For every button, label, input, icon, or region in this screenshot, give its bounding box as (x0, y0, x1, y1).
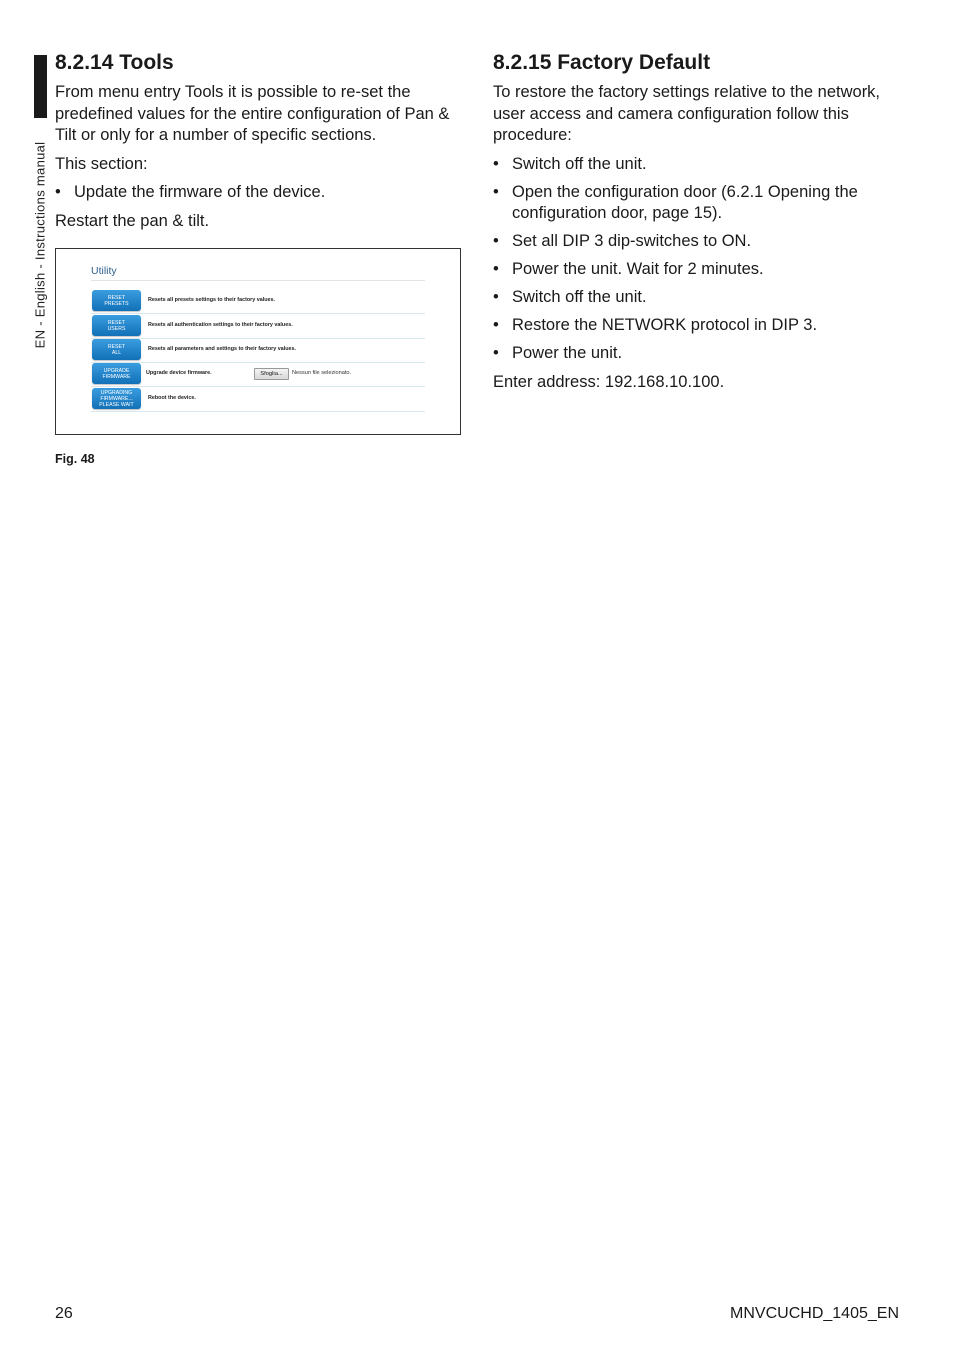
reboot-button[interactable]: UPGRADING FIRMWARE... PLEASE WAIT (92, 388, 141, 409)
bullet-icon: • (55, 183, 61, 201)
list-item-text: Power the unit. (512, 344, 623, 362)
list-item (55, 182, 460, 204)
bullet-icon: • (493, 316, 499, 334)
utility-row-reset-presets (91, 289, 425, 314)
tools-heading: 8.2.14 Tools (55, 51, 174, 74)
list-item (493, 315, 908, 337)
row-description: Resets all presets settings to their factory values. (148, 297, 276, 303)
factory-default-address: Enter address: 192.168.10.100. (493, 372, 725, 391)
row-description: Resets all parameters and settings to their factory values. (148, 346, 296, 352)
list-item-text: Power the unit. Wait for 2 minutes. (512, 260, 764, 278)
page-number: 26 (55, 1305, 73, 1322)
row-description: Reboot the device. (148, 395, 196, 401)
list-item (493, 259, 908, 281)
section-marker-bar (34, 55, 47, 118)
utility-screenshot-figure (55, 248, 461, 435)
factory-default-steps (493, 154, 908, 365)
bullet-icon: • (493, 344, 499, 362)
browse-file-button[interactable]: Sfoglia... (254, 368, 289, 380)
tools-this-section: This section: (55, 154, 148, 173)
factory-default-intro: To restore the factory settings relative to the network, user access and camera configuration follow this procedure: (493, 83, 881, 144)
list-item-text: Switch off the unit. (512, 288, 647, 306)
bullet-icon: • (493, 154, 499, 173)
tools-restart: Restart the pan & tilt. (55, 211, 210, 230)
reset-users-button[interactable]: RESET USERS (92, 315, 141, 336)
bullet-icon: • (493, 182, 499, 201)
factory-default-section (493, 50, 908, 400)
tools-section (55, 50, 460, 239)
file-status-text: Nessun file selezionato. (292, 370, 352, 376)
utility-row-upgrade-firmware (91, 362, 425, 387)
bullet-icon: • (493, 260, 499, 278)
reset-presets-button[interactable]: RESET PRESETS (92, 290, 141, 311)
tools-bullet-list (55, 182, 460, 204)
list-item (493, 287, 908, 309)
row-description: Upgrade device firmware. (146, 370, 212, 376)
list-item-text: Update the firmware of the device. (74, 183, 326, 201)
utility-row-reboot (91, 387, 425, 412)
list-item-text: Set all DIP 3 dip-switches to ON. (512, 232, 752, 250)
document-code: MNVCUCHD_1405_EN (730, 1305, 899, 1322)
bullet-icon: • (493, 288, 499, 306)
list-item-text: Restore the NETWORK protocol in DIP 3. (512, 316, 818, 334)
bullet-icon: • (493, 232, 499, 250)
list-item (493, 154, 908, 176)
list-item-text: Switch off the unit. (512, 154, 647, 173)
list-item (493, 182, 908, 225)
tools-intro: From menu entry Tools it is possible to re-set the predefined values for the entire configuration of Pan & Tilt or only for a number of specific sections. (55, 83, 450, 144)
utility-row-reset-all (91, 338, 425, 363)
utility-row-reset-users (91, 314, 425, 339)
utility-title: Utility (91, 265, 117, 277)
factory-default-heading: 8.2.15 Factory Default (493, 51, 711, 74)
upgrade-firmware-button[interactable]: UPGRADE FIRMWARE (92, 363, 141, 384)
side-label: EN - English - Instructions manual (32, 141, 48, 349)
list-item-text: Open the configuration door (6.2.1 Opening the configuration door, page 15). (512, 182, 858, 222)
divider (91, 280, 425, 281)
figure-caption: Fig. 48 (55, 452, 95, 466)
list-item (493, 231, 908, 253)
row-description: Resets all authentication settings to their factory values. (148, 322, 293, 328)
list-item (493, 343, 908, 365)
reset-all-button[interactable]: RESET ALL (92, 339, 141, 360)
